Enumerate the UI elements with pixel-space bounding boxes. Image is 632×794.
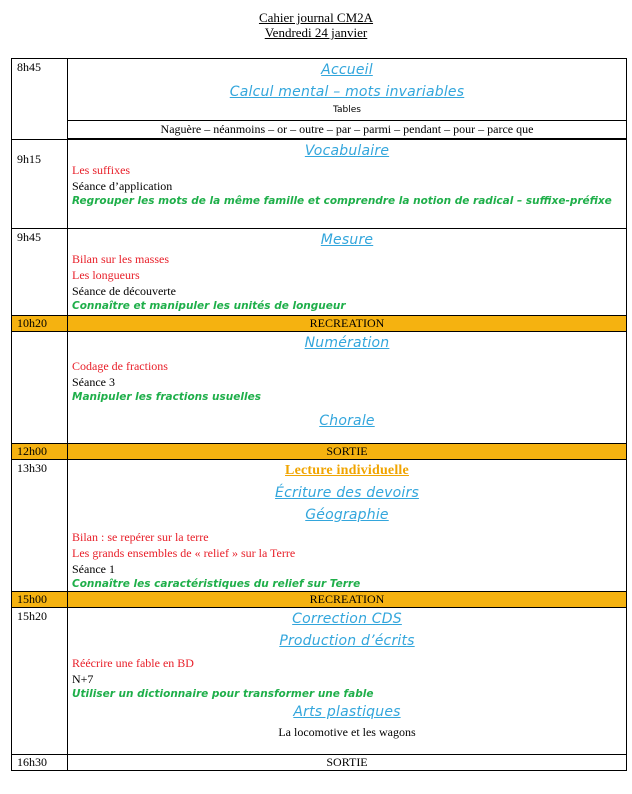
content-cell — [68, 460, 627, 592]
subject-arts-plastiques: Arts plastiques — [293, 704, 401, 720]
end-label: SORTIE — [68, 755, 627, 771]
break-row — [12, 444, 627, 460]
subject-geographie: Géographie — [305, 507, 389, 523]
invariables-line: Naguère – néanmoins – or – outre – par – parmi – pendant – pour – parce que — [68, 121, 626, 139]
page-header — [0, 10, 632, 40]
lesson-objective: Utiliser un dictionnaire pour transformer une fable — [72, 688, 374, 700]
lesson-topic: Les suffixes — [72, 163, 131, 177]
content-cell — [68, 608, 627, 755]
lesson-objective: Connaître et manipuler les unités de longueur — [72, 300, 346, 312]
time-label: 15h00 — [17, 592, 47, 606]
table-row — [12, 608, 627, 755]
time-label: 9h15 — [17, 152, 41, 166]
lesson-topic: Réécrire une fable en BD — [72, 656, 194, 670]
subject-accueil: Accueil — [321, 62, 373, 78]
subject-lecture: Lecture individuelle — [285, 463, 409, 478]
subject-mesure: Mesure — [320, 232, 374, 248]
break-label: RECREATION — [68, 316, 627, 332]
time-cell — [12, 608, 68, 755]
page-title: Cahier journal CM2A — [258, 10, 374, 25]
table-row — [12, 460, 627, 592]
lesson-session: Séance de découverte — [72, 284, 176, 298]
break-row — [12, 592, 627, 608]
lesson-session: Séance 1 — [72, 562, 115, 576]
content-cell — [68, 229, 627, 316]
timetable — [11, 58, 627, 771]
lesson-topic: Bilan sur les masses — [72, 252, 169, 266]
time-label: 13h30 — [17, 461, 47, 475]
subject-correction-cds: Correction CDS — [292, 611, 402, 627]
arts-topic: La locomotive et les wagons — [278, 725, 416, 739]
break-label: SORTIE — [68, 444, 627, 460]
break-label: RECREATION — [68, 592, 627, 608]
table-row — [12, 332, 627, 444]
tables-note: Tables — [333, 105, 361, 115]
subject-calcul-mental: Calcul mental – mots invariables — [229, 84, 465, 100]
page-date: Vendredi 24 janvier — [264, 25, 368, 40]
lesson-session: Séance 3 — [72, 375, 115, 389]
time-cell — [12, 316, 68, 332]
content-cell — [68, 332, 627, 444]
content-cell — [68, 121, 627, 140]
lesson-objective: Regrouper les mots de la même famille et comprendre la notion de radical – suffixe-préfixe — [72, 195, 612, 207]
time-cell — [12, 332, 68, 444]
time-cell — [12, 444, 68, 460]
time-cell — [12, 460, 68, 592]
time-cell — [12, 592, 68, 608]
subject-chorale: Chorale — [319, 413, 375, 429]
break-row — [12, 316, 627, 332]
time-label: 16h30 — [17, 755, 47, 769]
end-row — [12, 755, 627, 771]
subject-vocabulaire: Vocabulaire — [304, 143, 390, 159]
time-cell — [12, 755, 68, 771]
lesson-objective: Connaître les caractéristiques du relief sur Terre — [72, 578, 361, 590]
time-cell — [12, 59, 68, 140]
time-label: 12h00 — [17, 444, 47, 458]
time-cell — [12, 229, 68, 316]
subject-numeration: Numération — [304, 335, 390, 351]
subject-production-ecrits: Production d’écrits — [279, 633, 415, 649]
lesson-topic: Les longueurs — [72, 268, 140, 282]
time-label: 10h20 — [17, 316, 47, 330]
lesson-session: N+7 — [72, 672, 94, 686]
content-cell — [68, 140, 627, 229]
time-cell — [12, 140, 68, 229]
time-label: 9h45 — [17, 230, 41, 244]
table-row — [12, 59, 627, 121]
lesson-topic: Les grands ensembles de « relief » sur la Terre — [72, 546, 296, 560]
table-row — [12, 140, 627, 229]
subject-ecriture-devoirs: Écriture des devoirs — [275, 485, 419, 501]
time-label: 15h20 — [17, 609, 47, 623]
table-row — [12, 121, 627, 140]
lesson-topic: Codage de fractions — [72, 359, 168, 373]
lesson-session: Séance d’application — [72, 179, 173, 193]
lesson-objective: Manipuler les fractions usuelles — [72, 391, 261, 403]
time-label: 8h45 — [17, 60, 41, 74]
lesson-topic: Bilan : se repérer sur la terre — [72, 530, 209, 544]
content-cell — [68, 59, 627, 121]
table-row — [12, 229, 627, 316]
